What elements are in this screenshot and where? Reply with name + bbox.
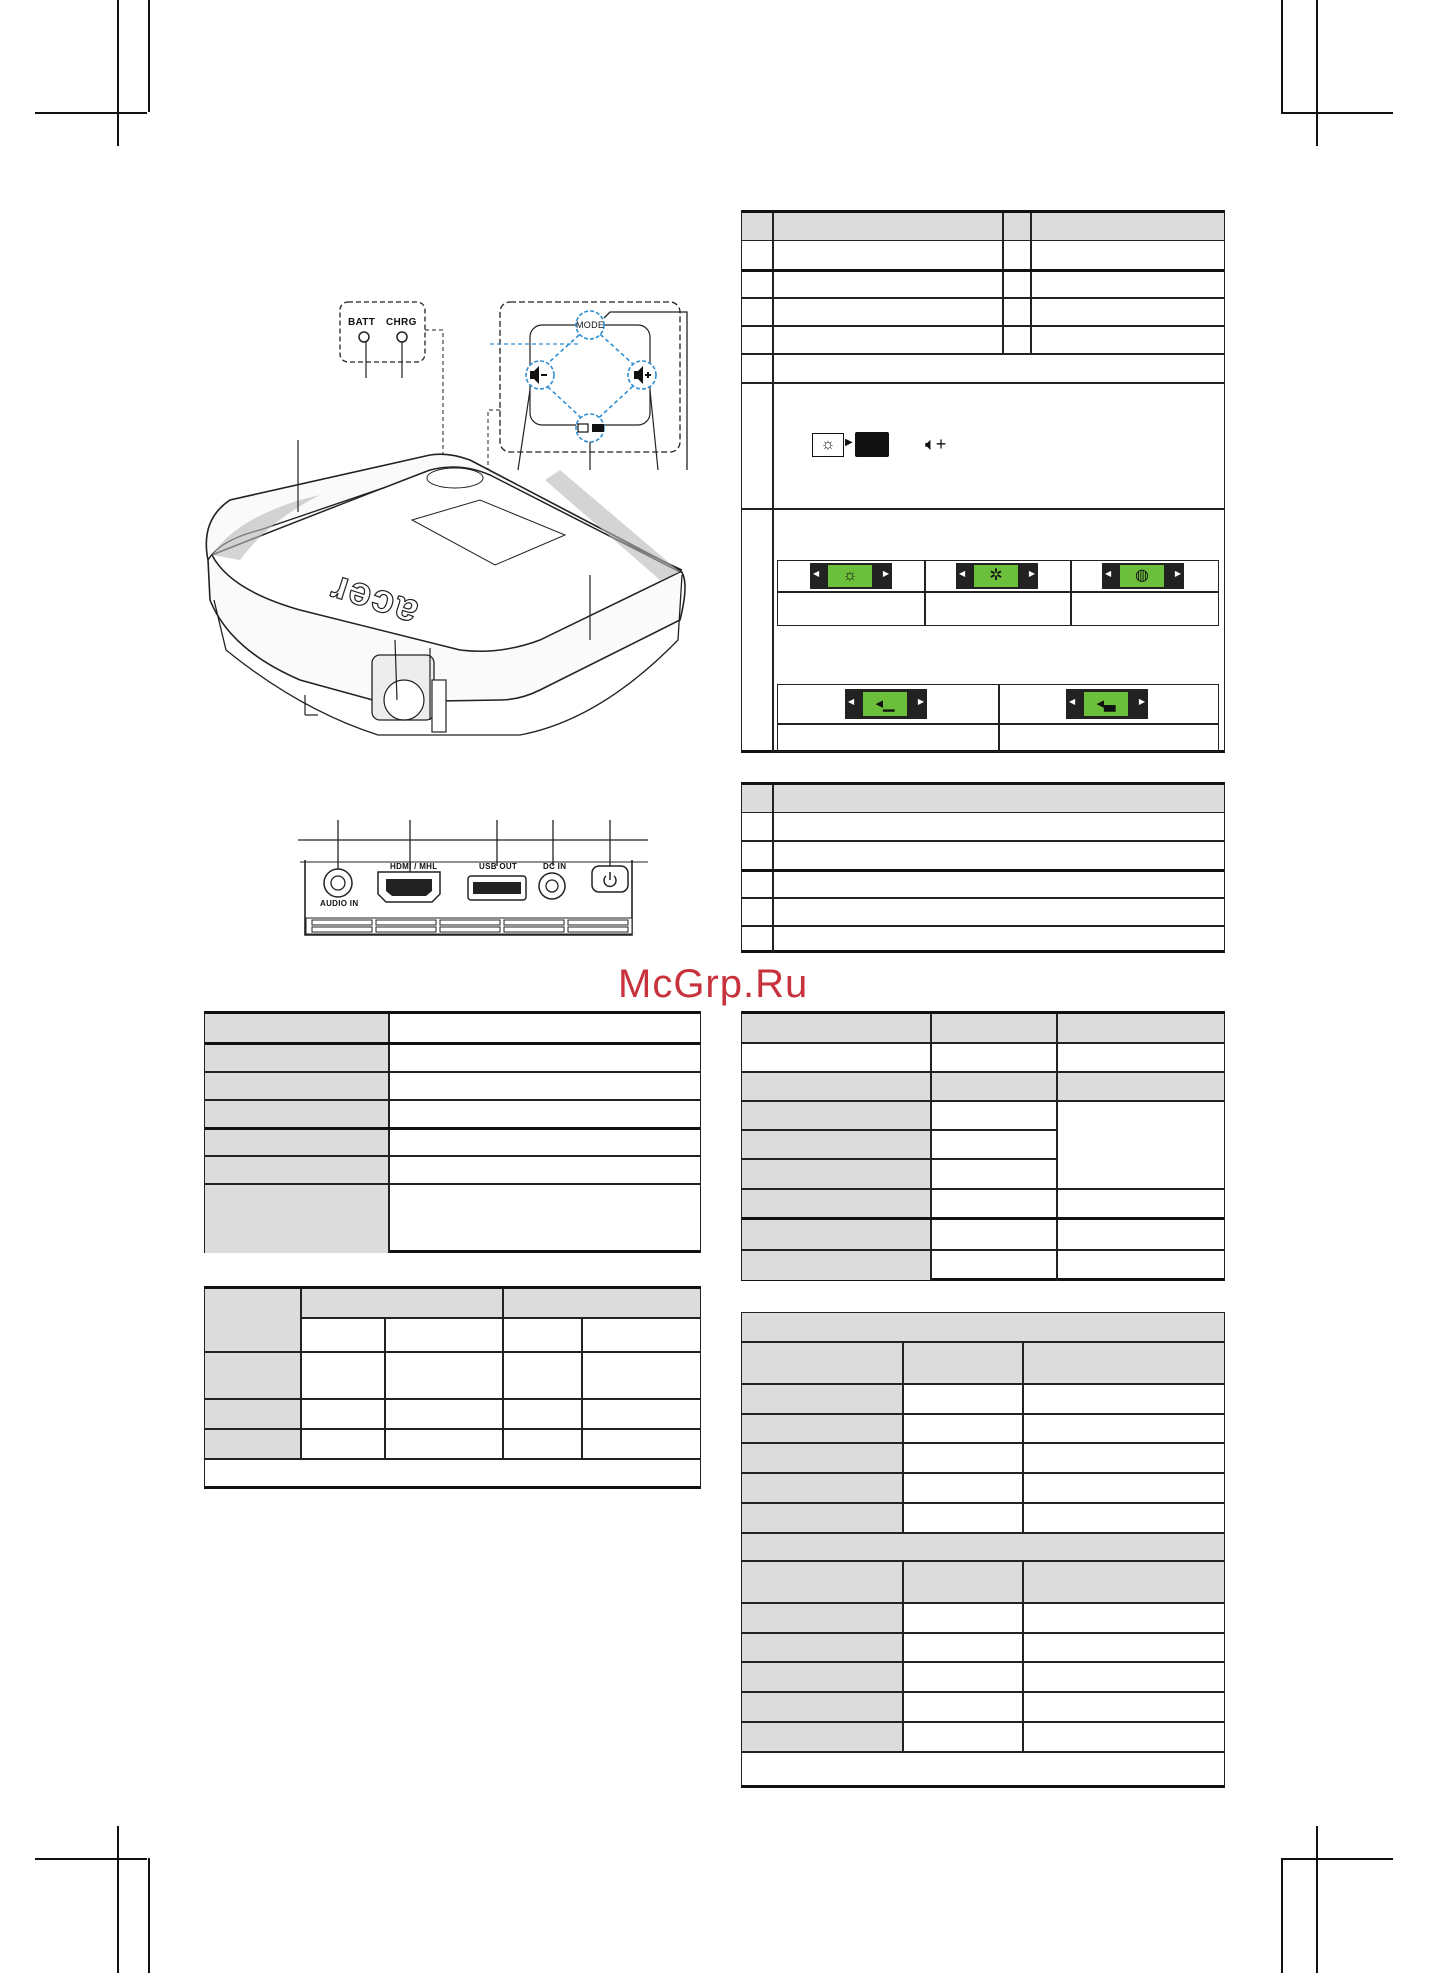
crop-mark xyxy=(117,0,119,146)
projector-diagram xyxy=(190,290,710,760)
brand-logo: acer xyxy=(323,566,423,636)
crop-mark xyxy=(1316,0,1318,146)
crop-mark xyxy=(35,112,147,114)
osd-controls-table xyxy=(741,210,1225,753)
table-header-row xyxy=(742,213,1224,241)
chrg-label: CHRG xyxy=(386,317,417,328)
crop-mark xyxy=(35,1858,147,1860)
osd-brightness-tile[interactable]: ◀ ☼ ▶ xyxy=(810,563,892,589)
mode-table xyxy=(204,1286,701,1489)
dc-in-port-label: DC IN xyxy=(543,862,567,871)
batt-label: BATT xyxy=(348,317,376,328)
volume-icon[interactable]: ◀ ◂▁ ▶ xyxy=(845,689,927,719)
crop-mark xyxy=(117,1826,119,1973)
osd-contrast-tile[interactable]: ◀ ✲ ▶ xyxy=(956,563,1038,589)
crop-mark xyxy=(1316,1826,1318,1973)
crop-mark xyxy=(1281,0,1283,112)
arrow-right-icon: ▶ xyxy=(845,437,853,448)
crop-mark xyxy=(1281,1858,1283,1973)
osd-row-2 xyxy=(777,684,1219,752)
volume-max-icon[interactable]: ◀ ◂▃ ▶ xyxy=(1066,689,1148,719)
globe-icon[interactable]: ◀ ◍ ▶ xyxy=(1102,563,1184,589)
crop-mark xyxy=(1281,1858,1393,1860)
crop-mark xyxy=(148,0,150,112)
hdmi-port-label: HDMI / MHL xyxy=(390,862,438,871)
indicator-table xyxy=(741,782,1225,953)
compat-table xyxy=(741,1011,1225,1281)
audio-in-port-label: AUDIO IN xyxy=(320,899,359,908)
crop-mark xyxy=(148,1858,150,1973)
resolution-table xyxy=(741,1312,1225,1788)
spec-table xyxy=(204,1011,701,1253)
usb-port-label: USB OUT xyxy=(479,862,518,871)
black-box-icon xyxy=(855,432,889,457)
crop-mark xyxy=(1281,112,1393,114)
volume-up-icon: 🔈︎+ xyxy=(925,434,947,454)
watermark: McGrp.Ru xyxy=(618,962,809,1006)
brightness-icon: ☼ xyxy=(812,433,844,457)
mode-label: MODE xyxy=(576,320,605,330)
ports-panel xyxy=(295,820,655,952)
